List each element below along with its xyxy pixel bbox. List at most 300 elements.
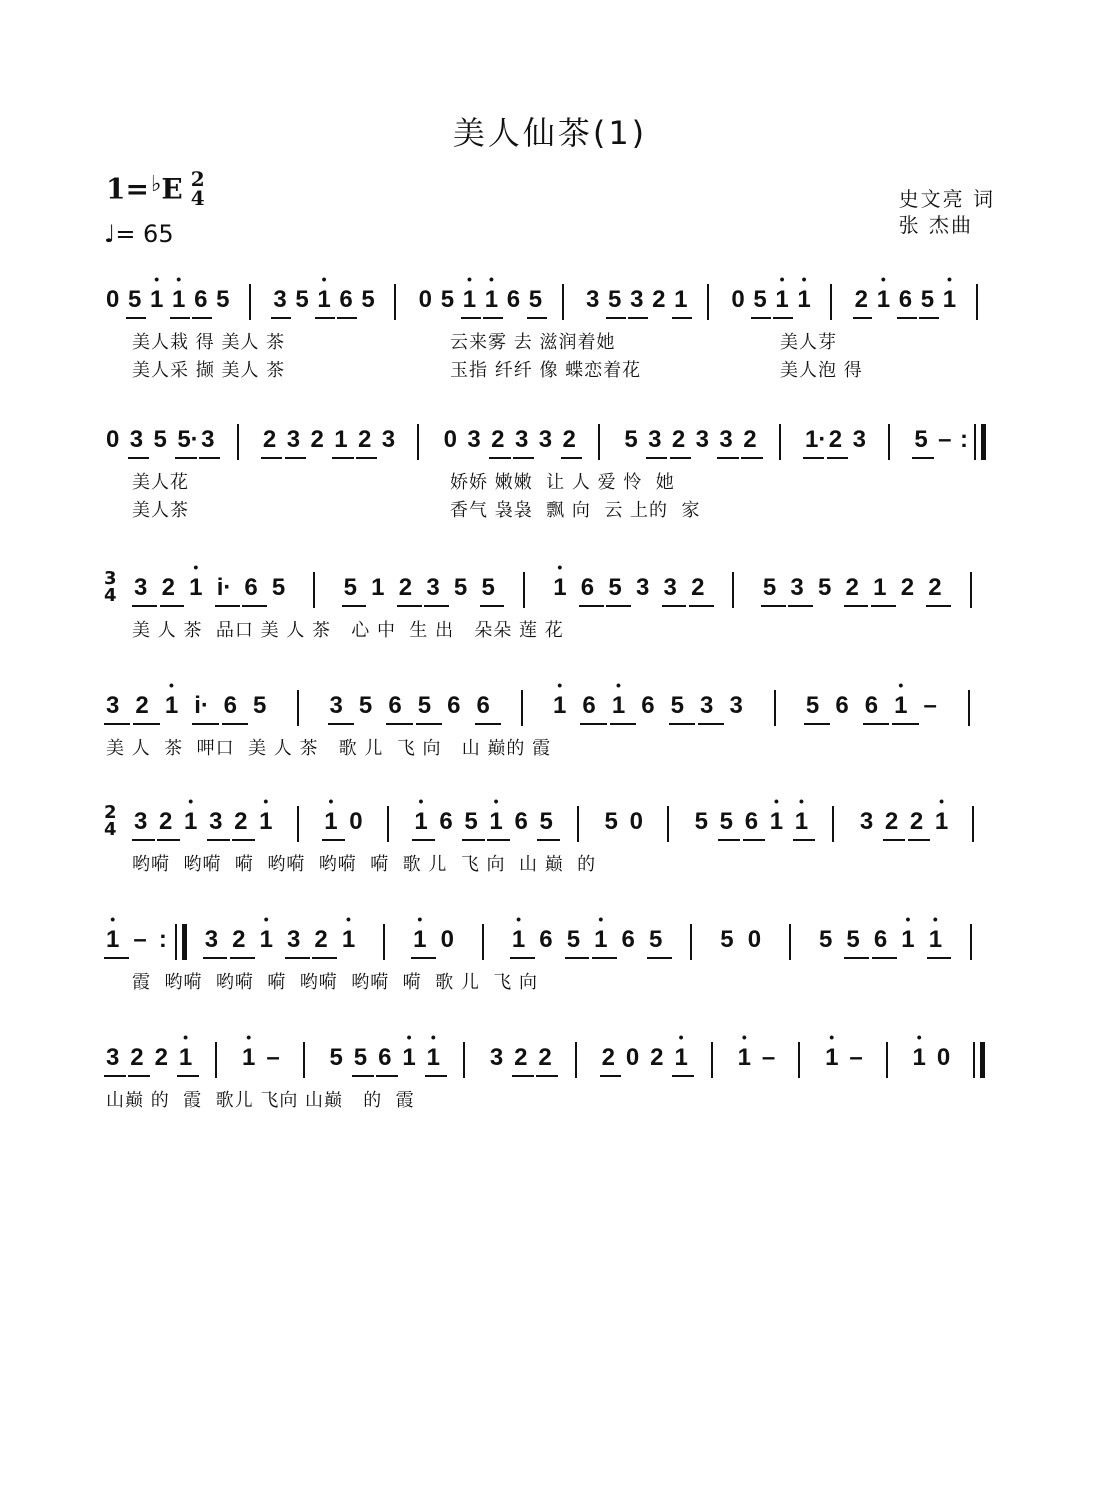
- note: 5: [253, 692, 267, 719]
- note: 6: [506, 286, 521, 313]
- beam-underline: [222, 723, 248, 725]
- barline: [832, 806, 834, 842]
- beam-underline: [132, 839, 155, 841]
- note: 2: [828, 426, 843, 453]
- beam-underline: [579, 605, 604, 607]
- note: 2: [562, 426, 576, 453]
- note: 5: [608, 286, 622, 313]
- note: • 1: [485, 286, 498, 314]
- note: 3: [201, 426, 215, 453]
- barline: [732, 572, 734, 608]
- note: • 1: [260, 926, 273, 954]
- note: 5: [216, 286, 230, 313]
- beam-underline: [261, 457, 282, 459]
- lyric-text: 美人采 撷 美人 茶: [132, 360, 286, 381]
- note: 5: [604, 808, 618, 835]
- composer-credit: 张 杰曲: [898, 213, 973, 237]
- note: 0: [936, 1044, 951, 1071]
- note: 3: [426, 574, 440, 601]
- note: • 1: [179, 1044, 192, 1072]
- beam-underline: [513, 457, 534, 459]
- beam-underline: [804, 723, 830, 725]
- beam-underline: [592, 957, 617, 959]
- note: 5: [329, 1044, 343, 1071]
- beam-underline: [844, 957, 869, 959]
- beam-underline: [489, 457, 510, 459]
- barline: [667, 806, 669, 842]
- note: 5: [566, 926, 581, 953]
- note: 2: [310, 426, 324, 453]
- barline: [482, 924, 484, 960]
- barline: [521, 690, 523, 726]
- time-numerator: 2: [104, 802, 117, 823]
- note: 2: [900, 574, 915, 601]
- note: 5: [670, 692, 684, 719]
- note: • 1: [414, 808, 427, 836]
- note: 5: [361, 286, 375, 313]
- note: 6: [580, 574, 595, 601]
- note: • 1: [825, 1044, 838, 1072]
- barline: [972, 806, 974, 842]
- beam-underline: [424, 605, 449, 607]
- note: i·: [216, 574, 232, 601]
- note: 3: [719, 426, 733, 453]
- note: 5·: [177, 426, 199, 453]
- note: 3: [106, 692, 120, 719]
- beam-underline: [827, 457, 848, 459]
- note: • 1: [427, 1044, 440, 1072]
- beam-underline: [480, 605, 505, 607]
- beam-underline: [160, 605, 185, 607]
- time-signature-change: [104, 804, 117, 838]
- note: 5: [694, 808, 708, 835]
- beam-underline: [793, 839, 816, 841]
- note: 6: [439, 808, 453, 835]
- note: 6: [864, 692, 879, 719]
- beam-underline: [483, 317, 503, 319]
- note: • 1: [259, 808, 272, 836]
- lyric-text: 美人茶: [132, 500, 189, 521]
- note: 3: [538, 426, 553, 453]
- beam-underline: [332, 457, 353, 459]
- time-denominator: 4: [190, 186, 205, 210]
- beam-underline: [689, 605, 714, 607]
- note: i·: [194, 692, 209, 719]
- beam-underline: [232, 839, 255, 841]
- note: • 1: [674, 1044, 687, 1072]
- beam-underline: [462, 839, 485, 841]
- key-prefix: 1=: [106, 172, 149, 206]
- note: • 1: [894, 692, 907, 720]
- beam-underline: [600, 1075, 622, 1077]
- note: 0: [106, 426, 120, 453]
- note: • 1: [929, 926, 942, 954]
- note: 6: [244, 574, 258, 601]
- note: 5: [817, 574, 832, 601]
- beam-underline: [352, 1075, 374, 1077]
- note: 6: [835, 692, 849, 719]
- note: • 1: [184, 808, 197, 836]
- note: 5: [440, 286, 455, 313]
- note: 0: [629, 808, 643, 835]
- note: 3: [204, 926, 219, 953]
- note: • 1: [106, 926, 119, 954]
- note: –: [133, 926, 147, 953]
- note: 1·: [805, 426, 827, 453]
- note: 5: [528, 286, 543, 313]
- beam-underline: [803, 457, 824, 459]
- note: 3: [852, 426, 866, 453]
- note: 2: [130, 1044, 144, 1071]
- note: • 1: [165, 692, 178, 720]
- note: 1: [371, 574, 385, 601]
- note: 2: [538, 1044, 552, 1071]
- note: 5: [295, 286, 309, 313]
- note: 2: [161, 574, 175, 601]
- note: –: [849, 1044, 863, 1071]
- barline: [598, 424, 600, 460]
- beam-underline: [132, 605, 157, 607]
- note: 0: [106, 286, 120, 313]
- barline: [974, 424, 976, 460]
- beam-underline: [871, 605, 896, 607]
- beam-underline: [337, 317, 357, 319]
- beam-underline: [128, 457, 149, 459]
- note: 3: [586, 286, 600, 313]
- note: 2: [514, 1044, 528, 1071]
- beam-underline: [425, 1075, 447, 1077]
- barline: [968, 690, 970, 726]
- barline: [970, 924, 972, 960]
- note: 5: [719, 808, 734, 835]
- note: 2: [691, 574, 705, 601]
- note: 6: [339, 286, 353, 313]
- note: • 1: [402, 1044, 415, 1072]
- note: 2: [743, 426, 757, 453]
- lyric-text: 香气 袅袅 飘 向 云 上的 家: [450, 500, 701, 521]
- key-signature: [106, 167, 205, 210]
- note: 3: [381, 426, 396, 453]
- note: • 1: [943, 286, 956, 314]
- note: • 1: [901, 926, 914, 954]
- beam-underline: [128, 1075, 150, 1077]
- beam-underline: [207, 839, 230, 841]
- score-line: [0, 688, 1100, 798]
- note: 0: [418, 286, 433, 313]
- beam-underline: [386, 723, 412, 725]
- barline: [387, 806, 389, 842]
- beam-underline: [892, 723, 918, 725]
- score-line: [0, 804, 1100, 914]
- note: • 1: [877, 286, 890, 314]
- beam-underline: [926, 605, 951, 607]
- score-line: [0, 282, 1100, 392]
- lyric-text: 哟嗬 哟嗬 嗬 哟嗬 哟嗬 嗬 歌 儿 飞 向 山 巅 的: [132, 854, 597, 875]
- note: 3: [630, 286, 644, 313]
- lyric-text: 美 人 茶 品口 美 人 茶 心 中 生 出 朵朵 莲 花: [132, 620, 564, 641]
- note: 5: [762, 574, 777, 601]
- beam-underline: [662, 605, 687, 607]
- beam-underline: [537, 839, 560, 841]
- beam-underline: [342, 605, 367, 607]
- note: 2: [650, 1044, 664, 1071]
- lyric-text: 美人花: [132, 472, 189, 493]
- beam-underline: [527, 317, 547, 319]
- note: 3: [273, 286, 287, 313]
- note: 3: [209, 808, 223, 835]
- beam-underline: [647, 957, 672, 959]
- note: 5: [453, 574, 468, 601]
- note: 5: [153, 426, 167, 453]
- lyricist-credit: 史文亮 词: [898, 187, 995, 211]
- barline: [463, 1042, 465, 1078]
- time-signature-change: [104, 570, 117, 604]
- beam-underline: [628, 317, 648, 319]
- beam-underline: [844, 605, 869, 607]
- note: –: [938, 426, 952, 453]
- note: • 1: [553, 574, 566, 602]
- barline: [562, 284, 564, 320]
- note: 3: [790, 574, 804, 601]
- note: 1: [334, 426, 348, 453]
- note: 0: [443, 426, 457, 453]
- beam-underline: [761, 605, 786, 607]
- note: 3: [106, 1044, 120, 1071]
- beam-underline: [230, 957, 255, 959]
- time-denominator: 4: [104, 819, 117, 840]
- barline: [779, 424, 781, 460]
- barline: [888, 424, 890, 460]
- note: 6: [476, 692, 490, 719]
- beam-underline: [376, 1075, 398, 1077]
- note: 2: [232, 926, 246, 953]
- barline: [690, 924, 692, 960]
- note: 3: [663, 574, 677, 601]
- note: 6: [641, 692, 655, 719]
- note: 6: [873, 926, 888, 953]
- note: • 1: [512, 926, 525, 954]
- note: 0: [625, 1044, 640, 1071]
- barline: [976, 284, 978, 320]
- note: • 1: [738, 1044, 751, 1072]
- barline: [575, 1042, 577, 1078]
- barline: [970, 572, 972, 608]
- note: 5: [648, 926, 663, 953]
- note: 2: [159, 808, 173, 835]
- note: 5: [846, 926, 860, 953]
- note: 5: [920, 286, 935, 313]
- barline: [313, 572, 315, 608]
- repeat-dots: :: [959, 426, 968, 453]
- note: 5: [353, 1044, 368, 1071]
- beam-underline: [322, 839, 345, 841]
- note: • 1: [172, 286, 185, 314]
- beam-underline: [157, 839, 180, 841]
- note: 2: [358, 426, 372, 453]
- beam-underline: [312, 957, 337, 959]
- note: 2: [135, 692, 149, 719]
- key-note: E: [161, 172, 183, 206]
- note: • 1: [913, 1044, 926, 1072]
- barline: [237, 424, 239, 460]
- note: • 1: [489, 808, 502, 836]
- note: 5: [819, 926, 833, 953]
- beam-underline: [883, 839, 906, 841]
- note: 1: [873, 574, 887, 601]
- beam-underline: [698, 723, 724, 725]
- note: 2: [154, 1044, 168, 1071]
- beam-underline: [271, 317, 291, 319]
- note: 0: [440, 926, 454, 953]
- note: 0: [349, 808, 363, 835]
- time-numerator: 3: [104, 568, 117, 589]
- note: 6: [744, 808, 759, 835]
- note: • 1: [189, 574, 202, 602]
- lyric-text: 美人芽: [780, 332, 837, 353]
- beam-underline: [133, 723, 159, 725]
- beam-underline: [215, 605, 240, 607]
- beam-underline: [536, 1075, 558, 1077]
- beam-underline: [751, 317, 771, 319]
- beam-underline: [580, 723, 606, 725]
- barline: [789, 924, 791, 960]
- beam-underline: [872, 957, 897, 959]
- barline: [303, 1042, 305, 1078]
- beam-underline: [912, 457, 933, 459]
- beam-underline: [170, 317, 190, 319]
- barline: [215, 1042, 217, 1078]
- note: 3: [329, 692, 343, 719]
- lyric-text: 美人泡 得: [780, 360, 863, 381]
- note: 6: [898, 286, 913, 313]
- barline: [297, 806, 299, 842]
- note: 6: [582, 692, 596, 719]
- beam-underline: [177, 1075, 199, 1077]
- note: –: [923, 692, 937, 719]
- note: 5: [914, 426, 928, 453]
- beam-underline: [853, 317, 873, 319]
- beam-underline: [561, 457, 582, 459]
- beam-underline: [927, 957, 952, 959]
- barline: [707, 284, 709, 320]
- note: 6: [378, 1044, 392, 1071]
- note: 5: [720, 926, 734, 953]
- beam-underline: [104, 1075, 126, 1077]
- tempo-marking: ♩= 65: [104, 220, 174, 248]
- note: 6: [447, 692, 461, 719]
- note: • 1: [797, 286, 810, 314]
- beam-underline: [606, 605, 631, 607]
- note: 2: [884, 808, 899, 835]
- barline: [711, 1042, 713, 1078]
- beam-underline: [743, 839, 766, 841]
- beam-underline: [565, 957, 590, 959]
- note: 3: [695, 426, 710, 453]
- note: 2: [854, 286, 869, 313]
- note: 6: [223, 692, 237, 719]
- beam-underline: [487, 839, 510, 841]
- note: 3: [859, 808, 874, 835]
- barline: [175, 924, 177, 960]
- credits: [899, 186, 995, 238]
- barline: [417, 424, 419, 460]
- note: 3: [489, 1044, 504, 1071]
- note: 3: [134, 808, 148, 835]
- beam-underline: [199, 457, 220, 459]
- note: 2: [909, 808, 924, 835]
- barline: [297, 690, 299, 726]
- lyric-text: 山巅 的 霞 歌儿 飞向 山巅 的 霞: [106, 1090, 415, 1111]
- beam-underline: [788, 605, 813, 607]
- beam-underline: [670, 457, 691, 459]
- note: 3: [129, 426, 144, 453]
- beam-underline: [203, 957, 228, 959]
- note: 5: [624, 426, 638, 453]
- note: 2: [671, 426, 686, 453]
- lyric-text: 云来雾 去 滋润着她: [450, 332, 616, 353]
- barline: [973, 1042, 975, 1078]
- note: 5: [539, 808, 553, 835]
- note: • 1: [342, 926, 355, 954]
- time-signature: [190, 167, 205, 210]
- time-numerator: 2: [190, 167, 205, 191]
- note: 1: [674, 286, 688, 313]
- note: 6: [539, 926, 553, 953]
- note: 5: [358, 692, 373, 719]
- beam-underline: [646, 457, 667, 459]
- beam-underline: [773, 317, 793, 319]
- note: 2: [928, 574, 942, 601]
- beam-underline: [510, 957, 535, 959]
- note: 2: [491, 426, 505, 453]
- score-line: [0, 1040, 1100, 1150]
- score-line: [0, 922, 1100, 1032]
- note: 2: [845, 574, 859, 601]
- note: 2: [398, 574, 413, 601]
- note: 6: [388, 692, 402, 719]
- barline: [798, 1042, 800, 1078]
- score-line: [0, 570, 1100, 680]
- barline: [830, 284, 832, 320]
- barline: [774, 690, 776, 726]
- note: 6: [194, 286, 208, 313]
- barline: [577, 806, 579, 842]
- beam-underline: [461, 317, 481, 319]
- note: 3: [286, 426, 301, 453]
- beam-underline: [416, 723, 442, 725]
- note: 5: [464, 808, 478, 835]
- beam-underline: [718, 839, 741, 841]
- note: 3: [467, 426, 481, 453]
- note: • 1: [553, 692, 566, 720]
- song-title: 美人仙茶(1): [452, 114, 648, 152]
- beam-underline: [897, 317, 917, 319]
- time-denominator: 4: [104, 585, 117, 606]
- note: 5: [805, 692, 820, 719]
- note: 3: [700, 692, 714, 719]
- lyric-text: 玉指 纤纤 像 蝶恋着花: [450, 360, 642, 381]
- note: 2: [234, 808, 248, 835]
- beam-underline: [285, 957, 310, 959]
- repeat-dots: :: [158, 926, 167, 953]
- lyric-text: 美 人 茶 呷口 美 人 茶 歌 儿 飞 向 山 巅的 霞: [106, 738, 552, 759]
- note: 2: [262, 426, 277, 453]
- beam-underline: [126, 317, 146, 319]
- lyric-text: 美人栽 得 美人 茶: [132, 332, 286, 353]
- note: • 1: [795, 808, 808, 836]
- note: • 1: [242, 1044, 255, 1072]
- note: • 1: [775, 286, 788, 314]
